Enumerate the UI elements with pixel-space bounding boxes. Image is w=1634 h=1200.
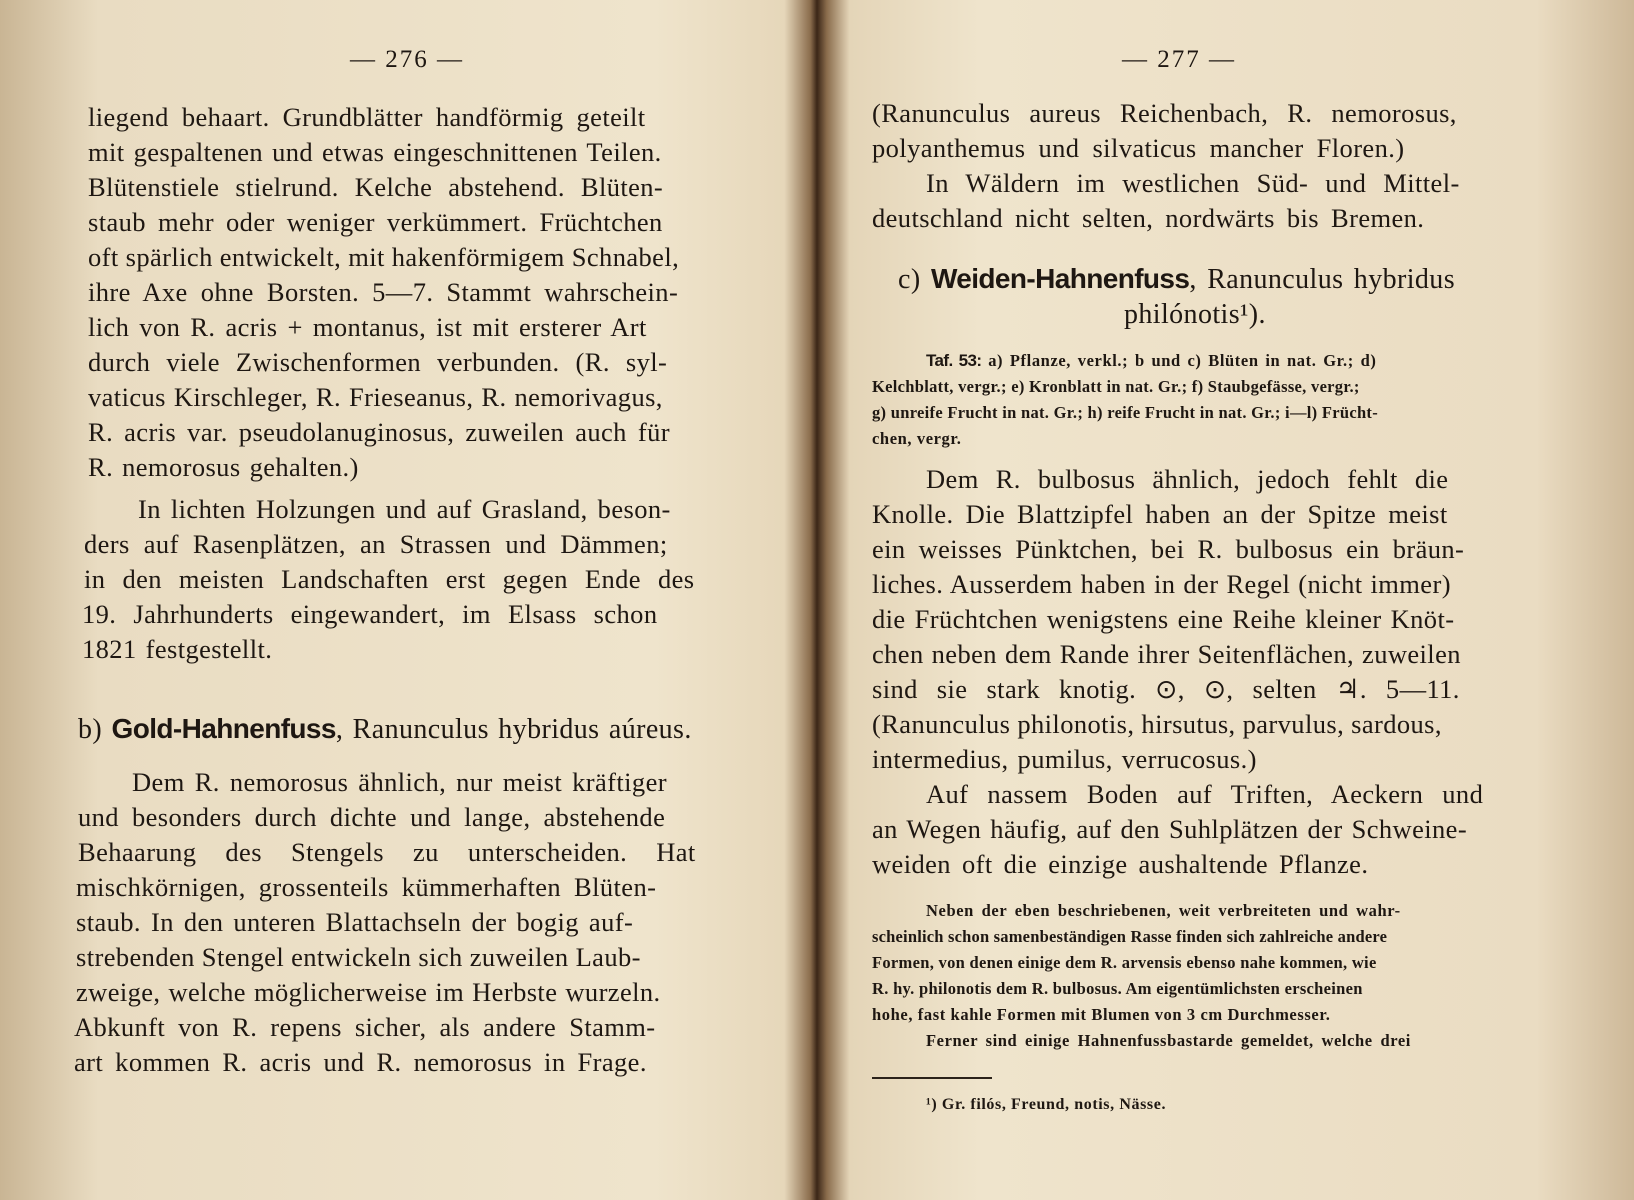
heading-rest: , Ranunculus hybridus <box>1189 264 1455 295</box>
text-line: In Wäldern im westlichen Süd- und Mittel- <box>926 168 1460 198</box>
plate-caption-line: g) unreife Frucht in nat. Gr.; h) reife Frucht in nat. Gr.; i—l) Frücht- <box>872 403 1379 422</box>
heading-prefix: c) <box>898 264 931 295</box>
section-heading-b <box>78 712 692 747</box>
text-line: weiden oft die einzige aushaltende Pflanze. <box>872 849 1369 879</box>
plate-caption-line: Kelchblatt, vergr.; e) Kronblatt in nat. Gr.; f) Staubgefässe, vergr.; <box>872 377 1360 396</box>
footnote-rule <box>872 1077 992 1079</box>
section-heading-c <box>898 262 1455 297</box>
text-line: vaticus Kirschleger, R. Frieseanus, R. nemorivagus, <box>88 382 663 412</box>
plate-label: Taf. 53: <box>926 351 982 370</box>
plate-text: a) Pflanze, verkl.; b und c) Blüten in nat. Gr.; d) <box>981 351 1377 370</box>
text-line: staub mehr oder weniger verkümmert. Früchtchen <box>88 207 663 237</box>
text-line: In lichten Holzungen und auf Grasland, beson- <box>138 494 671 524</box>
heading-rest: , Ranunculus hybridus aúreus. <box>335 714 692 745</box>
text-line: Blütenstiele stielrund. Kelche abstehend. Blüten- <box>88 172 664 202</box>
heading-name: Weiden-Hahnenfuss <box>930 263 1190 294</box>
page-number: — 277 — <box>1122 46 1236 73</box>
page-number: — 276 — <box>350 46 464 73</box>
text-line: R. nemorosus gehalten.) <box>88 452 359 482</box>
text-line: R. acris var. pseudolanuginosus, zuweilen auch für <box>88 417 670 447</box>
text-line: sind sie stark knotig. ⊙, ⊙, selten ♃. 5—11. <box>872 674 1460 704</box>
text-line: in den meisten Landschaften erst gegen Ende des <box>84 564 695 594</box>
text-line: zweige, welche möglicherweise im Herbste wurzeln. <box>76 977 661 1007</box>
small-text-line: Formen, von denen einige dem R. arvensis ebenso nahe kommen, wie <box>872 953 1377 972</box>
heading-name: Gold-Hahnenfuss <box>111 713 336 744</box>
text-line: deutschland nicht selten, nordwärts bis Bremen. <box>872 203 1425 233</box>
text-line: polyanthemus und silvaticus mancher Floren.) <box>872 133 1405 163</box>
text-line: strebenden Stengel entwickeln sich zuweilen Laub- <box>76 942 641 972</box>
text-line: an Wegen häufig, auf den Suhlplätzen der Schweine- <box>872 814 1468 844</box>
text-line: Dem R. bulbosus ähnlich, jedoch fehlt die <box>926 464 1449 494</box>
text-line: die Früchtchen wenigstens eine Reihe kleiner Knöt- <box>872 604 1455 634</box>
text-line: liegend behaart. Grundblätter handförmig geteilt <box>88 102 646 132</box>
text-line: (Ranunculus philonotis, hirsutus, parvulus, sardous, <box>872 709 1442 739</box>
text-line: intermedius, pumilus, verrucosus.) <box>872 744 1257 774</box>
text-line: liches. Ausserdem haben in der Regel (nicht immer) <box>872 569 1451 599</box>
text-line: art kommen R. acris und R. nemorosus in Frage. <box>74 1047 647 1077</box>
text-line: ihre Axe ohne Borsten. 5—7. Stammt wahrschein- <box>88 277 679 307</box>
text-line: mischkörnigen, grossenteils kümmerhaften Blüten- <box>76 872 657 902</box>
text-line: staub. In den unteren Blattachseln der bogig auf- <box>76 907 634 937</box>
text-line: lich von R. acris + montanus, ist mit ersterer Art <box>88 312 647 342</box>
text-line: durch viele Zwischenformen verbunden. (R. syl- <box>88 347 668 377</box>
text-line: 19. Jahrhunderts eingewandert, im Elsass schon <box>82 599 658 629</box>
text-line: ein weisses Pünktchen, bei R. bulbosus ein bräun- <box>872 534 1465 564</box>
text-line: Behaarung des Stengels zu unterscheiden. Hat <box>78 837 696 867</box>
small-text-line: scheinlich schon samenbeständigen Rasse finden sich zahlreiche andere <box>872 927 1388 946</box>
text-line: Dem R. nemorosus ähnlich, nur meist kräftiger <box>132 767 667 797</box>
text-line: (Ranunculus aureus Reichenbach, R. nemorosus, <box>872 98 1457 128</box>
small-text-line: Neben der eben beschriebenen, weit verbreiteten und wahr- <box>926 901 1401 920</box>
text-line: 1821 festgestellt. <box>82 634 273 664</box>
text-line: oft spärlich entwickelt, mit hakenförmigem Schnabel, <box>88 242 680 272</box>
plate-caption-line: chen, vergr. <box>872 429 962 448</box>
footnote: ¹) Gr. filós, Freund, notis, Nässe. <box>926 1096 1167 1113</box>
heading-prefix: b) <box>78 714 112 745</box>
text-line: ders auf Rasenplätzen, an Strassen und Dämmen; <box>84 529 668 559</box>
small-text-line: R. hy. philonotis dem R. bulbosus. Am eigentümlichsten erscheinen <box>872 979 1363 998</box>
text-line: Abkunft von R. repens sicher, als andere Stamm- <box>74 1012 656 1042</box>
text-line: chen neben dem Rande ihrer Seitenflächen, zuweilen <box>872 639 1461 669</box>
text-line: und besonders durch dichte und lange, abstehende <box>78 802 666 832</box>
small-text-line: Ferner sind einige Hahnenfussbastarde gemeldet, welche drei <box>926 1031 1411 1050</box>
right-page <box>822 0 1634 1200</box>
heading-line-2: philónotis¹). <box>1124 299 1266 330</box>
text-line: Auf nassem Boden auf Triften, Aeckern und <box>926 779 1484 809</box>
plate-caption-line <box>926 348 1376 374</box>
text-line: mit gespaltenen und etwas eingeschnittenen Teilen. <box>88 137 662 167</box>
text-line: Knolle. Die Blattzipfel haben an der Spitze meist <box>872 499 1448 529</box>
small-text-line: hohe, fast kahle Formen mit Blumen von 3 cm Durchmesser. <box>872 1005 1331 1024</box>
left-page <box>0 0 812 1200</box>
